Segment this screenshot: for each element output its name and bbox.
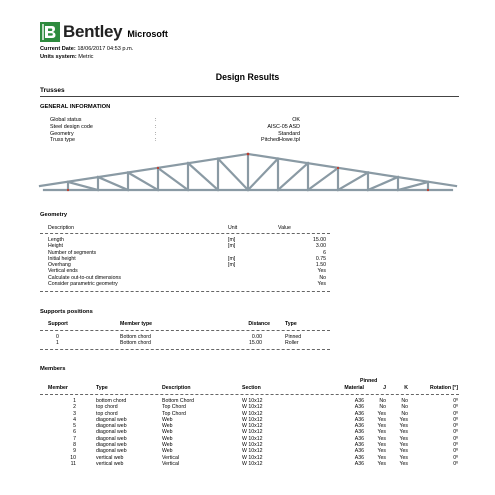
cell-distance: 0.00 [251,334,262,340]
cell-value: 15.00 [313,237,326,243]
table-row [48,281,326,287]
brand-name: Bentley [63,22,123,41]
cell-member: 1 [73,398,76,404]
cell-unit: [m] [228,237,236,243]
cell-k: Yes [399,423,408,430]
cell-unit: [m] [228,243,236,250]
cell-description: Overhang [48,262,71,269]
cell-k: Yes [399,416,408,423]
cell-value: No [319,274,326,281]
company-name: Microsoft [127,28,168,39]
cell-material: A36 [354,429,364,436]
cell-k: No [401,410,408,417]
cell-rot: 0º [453,410,458,417]
cell-desc: Web [162,429,173,436]
cell-section: W 10x12 [242,454,263,461]
cell-rot: 0º [453,429,458,436]
column-header: Distance [248,321,270,327]
cell-description: Calculate out-to-out dimensions [48,274,121,281]
column-header: Rotation [°] [429,385,458,391]
info-sep: : [155,130,157,137]
cell-j: Yes [377,429,386,436]
column-header: Type [96,385,108,391]
cell-desc: Web [162,448,173,455]
truss-drawing [38,150,458,202]
cell-rot: 0º [453,435,458,442]
cell-k: No [401,404,408,411]
supports-rows [48,334,325,347]
units-value: Metric [78,53,94,60]
column-header: J [383,385,386,391]
cell-desc: Web [162,435,173,442]
cell-section: W 10x12 [242,460,263,467]
cell-section: W 10x12 [242,429,263,436]
column-header: Unit [228,225,238,231]
cell-unit: [m] [228,255,236,262]
cell-member-type: Bottom chord [120,340,151,347]
members-pinned-header [360,378,400,384]
cell-rot: 0º [453,423,458,430]
cell-section: W 10x12 [242,404,263,411]
cell-member: 5 [73,423,76,430]
cell-section: W 10x12 [242,448,263,455]
general-info-list [50,117,300,144]
cell-type: diagonal web [96,423,127,430]
cell-material: A36 [354,448,364,455]
column-header: Member type [120,321,152,327]
list-item [50,137,300,144]
cell-material: A36 [354,460,364,467]
geometry-heading: Geometry [40,212,68,218]
report-meta [40,46,133,61]
cell-j: No [379,398,386,404]
cell-desc: Top Chord [162,404,186,411]
column-header: Description [162,385,191,391]
cell-rot: 0º [453,404,458,411]
cell-desc: Bottom Chord [162,398,195,404]
cell-support: 0 [56,334,59,340]
cell-unit [228,281,278,287]
cell-k: Yes [399,454,408,461]
cell-value: 0.75 [315,255,326,262]
cell-material: A36 [354,435,364,442]
members-table [48,385,458,391]
cell-value: 1.50 [315,262,326,269]
column-header: Support [48,321,68,327]
cell-member: 2 [73,404,76,411]
column-header: Section [242,385,261,391]
cell-rot: 0º [453,448,458,455]
cell-j: Yes [377,410,386,417]
geometry-table [48,225,326,231]
cell-description: Height [48,243,63,250]
column-header: Member [48,385,68,391]
info-value: PitchedHowe.tpl [261,137,300,144]
cell-value: 3.00 [315,243,326,250]
members-rows [48,398,458,467]
cell-description: Vertical ends [48,268,78,275]
page-title: Design Results [215,72,280,82]
cell-rot: 0º [453,442,458,449]
general-info-heading: GENERAL INFORMATION [40,104,111,110]
cell-desc: Web [162,423,173,430]
cell-section: W 10x12 [242,398,263,404]
cell-j: Yes [377,454,386,461]
cell-type: diagonal web [96,429,127,436]
cell-type: top chord [96,404,118,411]
cell-type: bottom chord [96,398,127,404]
cell-j: Yes [377,435,386,442]
cell-rot: 0º [453,416,458,423]
cell-material: A36 [354,416,364,423]
cell-material: A36 [354,442,364,449]
cell-value: 6 [323,249,326,256]
supports-heading: Supports positions [40,309,93,315]
info-value: Standard [278,130,300,137]
report-header [40,20,168,44]
cell-section: W 10x12 [242,423,263,430]
divider [40,394,459,395]
cell-k: Yes [399,442,408,449]
cell-member: 7 [73,435,76,442]
cell-member: 11 [70,460,76,467]
info-value: OK [292,117,300,123]
cell-j: No [379,404,386,411]
info-sep: : [155,117,157,123]
cell-k: Yes [399,435,408,442]
cell-desc: Vertical [162,454,180,461]
cell-rot: 0º [453,398,458,404]
current-date-value: 18/06/2017 04:53 p.m. [77,46,134,52]
cell-member: 6 [73,429,76,436]
cell-member: 9 [73,448,76,455]
cell-type: diagonal web [96,442,127,449]
current-date-label: Current Date: [40,46,76,52]
cell-member: 3 [73,410,76,417]
table-header [48,321,325,327]
cell-unit: [m] [228,262,236,269]
cell-value: Yes [317,268,326,275]
divider [40,291,330,292]
divider [40,233,330,234]
column-header: Description [48,225,74,231]
table-row [48,340,325,346]
table-row [48,461,458,467]
cell-k: Yes [399,448,408,455]
pinned-label: Pinned [360,378,378,384]
cell-section: W 10x12 [242,410,263,417]
geometry-rows [48,237,326,287]
cell-k: Yes [399,429,408,436]
cell-material: A36 [354,404,364,411]
cell-type: Roller [285,340,299,347]
cell-desc: Top Chord [162,410,186,417]
cell-j: Yes [377,460,386,467]
table-header [48,385,458,391]
cell-section: W 10x12 [242,416,263,423]
cell-j: Yes [377,423,386,430]
cell-member-type: Bottom chord [120,334,151,340]
cell-j: Yes [377,416,386,423]
cell-type: vertical web [96,454,124,461]
cell-material: A36 [354,410,364,417]
cell-member: 10 [70,454,76,461]
cell-rot: 0º [453,454,458,461]
bentley-logo-icon [40,22,60,42]
cell-member: 8 [73,442,76,449]
column-header: K [404,385,408,391]
cell-type: vertical web [96,460,124,467]
divider [40,96,459,97]
list-item [50,124,300,131]
cell-material: A36 [354,423,364,430]
cell-type: diagonal web [96,448,127,455]
info-sep: : [155,137,157,144]
cell-j: Yes [377,442,386,449]
cell-section: W 10x12 [242,442,263,449]
column-header: Value [278,225,291,231]
cell-j: Yes [377,448,386,455]
table-header [48,225,326,231]
cell-desc: Vertical [162,460,180,467]
column-header: Material [344,385,364,391]
units-label: Units system: [40,53,77,60]
cell-type: top chord [96,410,118,417]
cell-rot: 0º [453,460,458,467]
cell-type: diagonal web [96,435,127,442]
cell-k: No [401,398,408,404]
cell-description: Initial height [48,255,76,262]
cell-member: 4 [73,416,76,423]
cell-k: Yes [399,460,408,467]
page-subtitle: Trusses [40,87,65,94]
cell-value: Yes [317,281,326,288]
info-key: Geometry [50,130,74,137]
cell-description: Consider parametric geometry [48,281,118,288]
cell-distance: 15.00 [249,340,262,347]
cell-material: A36 [354,398,364,404]
divider [40,349,330,350]
cell-description: Length [48,237,64,243]
cell-desc: Web [162,442,173,449]
table-header [360,378,400,384]
divider [40,330,330,331]
cell-description: Number of segments [48,249,97,256]
list-item [50,117,300,124]
info-value: AISC-05 ASD [267,123,300,130]
list-item [50,131,300,138]
cell-section: W 10x12 [242,435,263,442]
cell-type: Pinned [285,334,302,340]
info-key: Truss type [50,137,75,144]
cell-material: A36 [354,454,364,461]
members-heading: Members [40,366,66,372]
supports-table [48,321,325,327]
info-key: Global status [50,117,82,123]
cell-desc: Web [162,416,173,423]
info-sep: : [155,123,157,130]
cell-type: diagonal web [96,416,127,423]
column-header: Type [285,321,297,327]
info-key: Steel design code [50,123,93,130]
cell-support: 1 [56,340,59,347]
